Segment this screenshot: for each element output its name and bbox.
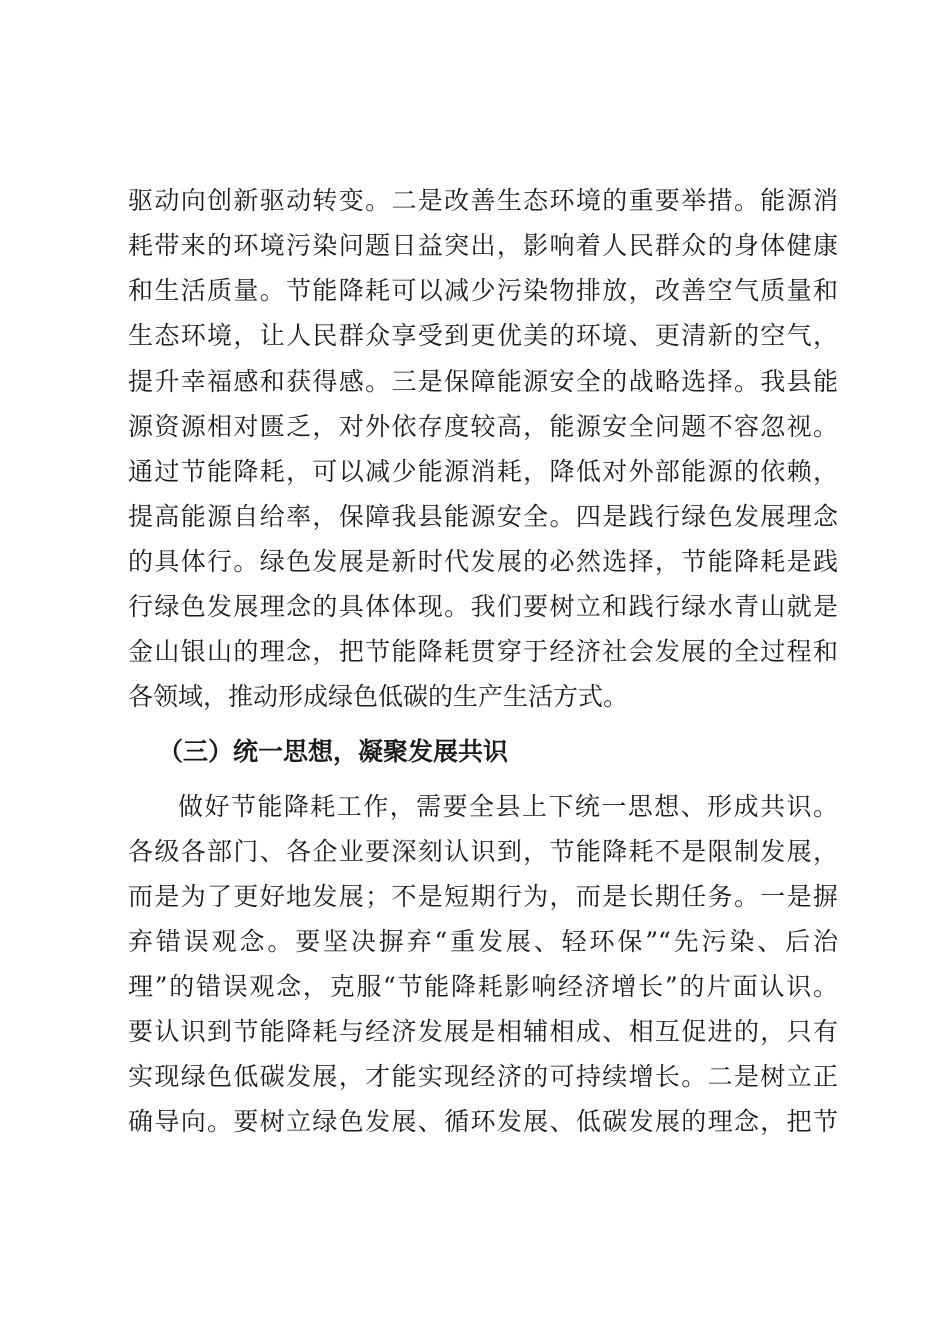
text-line: 要认识到节能降耗与经济发展是相辅相成、相互促进的，只有	[128, 1017, 838, 1046]
text-line: 耗带来的环境污染问题日益突出，影响着人民群众的身体健康	[128, 231, 838, 260]
text-line: 理”的错误观念，克服“节能降耗影响经济增长”的片面认识。	[128, 972, 838, 1001]
text-line: 源资源相对匮乏，对外依存度较高，能源安全问题不容忽视。	[128, 412, 838, 441]
text-line: 驱动向创新驱动转变。二是改善生态环境的重要举措。能源消	[128, 186, 838, 215]
text-line: 和生活质量。节能降耗可以减少污染物排放，改善空气质量和	[128, 276, 838, 305]
text-line: 确导向。要树立绿色发展、循环发展、低碳发展的理念，把节	[128, 1107, 838, 1136]
text-line: 通过节能降耗，可以减少能源消耗，降低对外部能源的依赖，	[128, 457, 838, 486]
text-line: 而是为了更好地发展；不是短期行为，而是长期任务。一是摒	[128, 882, 838, 911]
text-line: 生态环境，让人民群众享受到更优美的环境、更清新的空气，	[128, 321, 838, 350]
text-line: 的具体行。绿色发展是新时代发展的必然选择，节能降耗是践	[128, 547, 838, 576]
text-line: 提高能源自给率，保障我县能源安全。四是践行绿色发展理念	[128, 502, 838, 531]
text-line: 行绿色发展理念的具体体现。我们要树立和践行绿水青山就是	[128, 592, 838, 621]
text-line: 各领域，推动形成绿色低碳的生产生活方式。	[128, 682, 629, 711]
text-line: 弃错误观念。要坚决摒弃“重发展、轻环保”“先污染、后治	[128, 927, 838, 956]
text-line: 实现绿色低碳发展，才能实现经济的可持续增长。二是树立正	[128, 1062, 838, 1091]
text-line: 各级各部门、各企业要深刻认识到，节能降耗不是限制发展，	[128, 837, 838, 866]
text-line: 金山银山的理念，把节能降耗贯穿于经济社会发展的全过程和	[128, 637, 838, 666]
text-line: 提升幸福感和获得感。三是保障能源安全的战略选择。我县能	[128, 367, 838, 396]
text-line: 做好节能降耗工作，需要全县上下统一思想、形成共识。	[178, 792, 838, 821]
section-heading: （三）统一思想，凝聚发展共识	[158, 737, 509, 766]
